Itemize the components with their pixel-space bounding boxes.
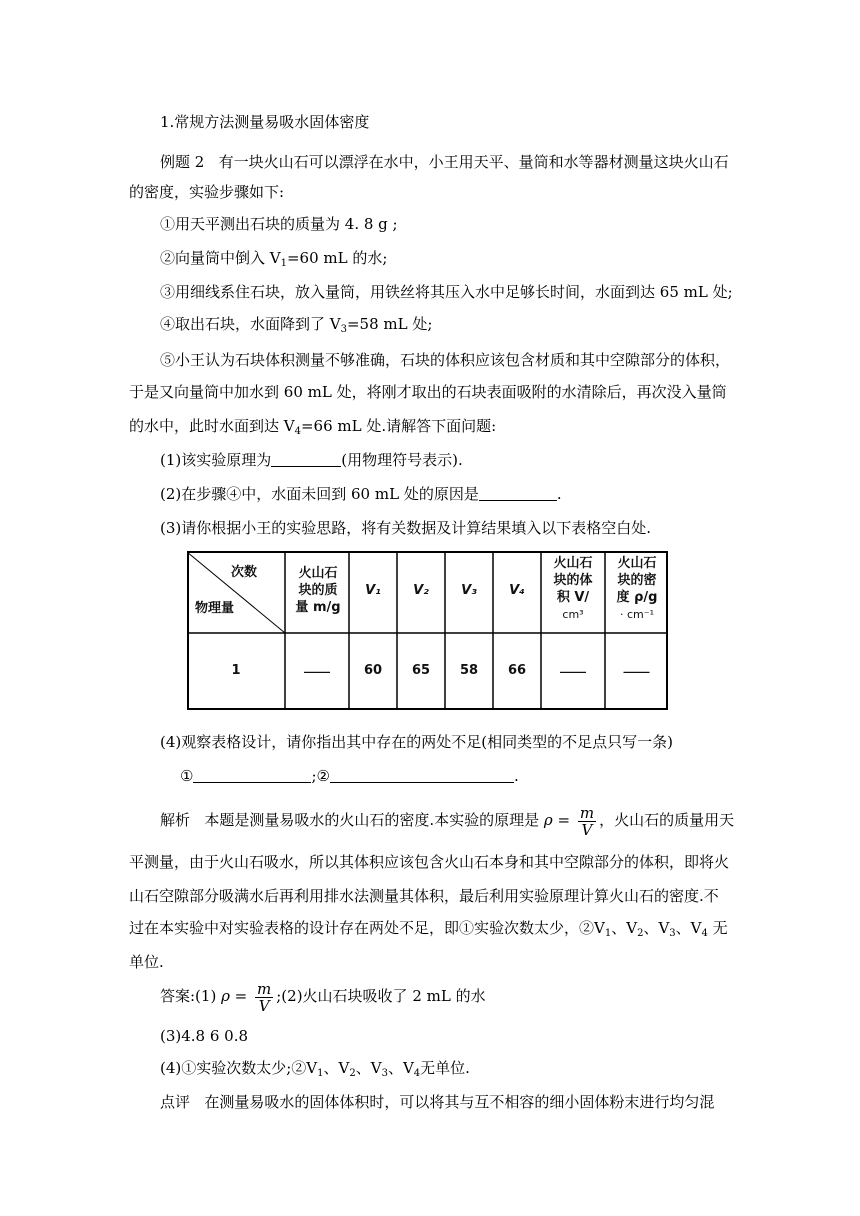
v-subscript: 2	[637, 928, 644, 939]
step-4	[160, 314, 432, 340]
cell-mass: ____	[304, 659, 330, 674]
step-4-text: ④取出石块，水面降到了 V	[160, 315, 341, 333]
fraction-numerator: m	[257, 979, 272, 998]
row-index: 1	[231, 663, 241, 678]
q4-marker-1: ①	[180, 767, 194, 785]
answer-blank	[193, 768, 311, 783]
question-2	[160, 484, 562, 504]
col-v3-header: V₃	[461, 583, 477, 598]
v-subscript: 4	[701, 928, 708, 939]
analysis-text: 本题是测量易吸水的火山石的密度.本实验的原理是	[204, 811, 540, 829]
question-1-text: (1)该实验原理为	[160, 451, 272, 469]
v-subscript: 2	[349, 1068, 356, 1079]
q4-end: .	[513, 767, 519, 785]
question-4-blanks	[180, 766, 519, 786]
formula-fraction	[255, 981, 273, 1014]
col-v4-header: V₄	[509, 583, 525, 598]
analysis-line-2: 平测量，由于火山石吸水，所以其体积应该包含火山石本身和其中空隙部分的体积，即将火	[129, 853, 730, 871]
cell-v1: 60	[363, 663, 383, 678]
col-mass-line: 量 m/g	[295, 600, 341, 615]
step-5-value: =66 mL 处.请解答下面问题:	[300, 417, 497, 435]
formula-fraction	[578, 805, 596, 838]
step-5-text: 的水中，此时水面到达 V	[129, 417, 295, 435]
question-1	[160, 450, 463, 470]
example-text-1: 有一块火山石可以漂浮在水中，小王用天平、量筒和水等器材测量这块火山石	[218, 153, 729, 171]
analysis-line-3: 山石空隙部分吸满水后再利用排水法测量其体积，最后利用实验原理计算火山石的密度.不	[129, 887, 719, 905]
col-density-header	[607, 555, 667, 623]
col-mass-header	[289, 565, 347, 616]
answer-text: ;(2)火山石块吸收了 2 mL 的水	[276, 987, 486, 1005]
data-table	[187, 551, 668, 710]
step-4-sub: 3	[340, 324, 347, 335]
cell-density: ____	[623, 659, 650, 674]
example-label: 例题 2	[160, 153, 205, 171]
rho-symbol: ρ	[221, 987, 230, 1005]
section-title: 1.常规方法测量易吸水固体密度	[160, 113, 370, 131]
question-4: (4)观察表格设计，请你指出其中存在的两处不足(相同类型的不足点只写一条)	[160, 733, 673, 751]
fraction-denominator: V	[255, 997, 273, 1014]
corner-top-label: 次数	[231, 565, 258, 580]
v-subscript: 4	[413, 1068, 421, 1079]
step-4-value: =58 mL 处;	[346, 315, 433, 333]
answer-text: (4)①实验次数太少;②V	[160, 1059, 318, 1077]
question-2-end: .	[556, 485, 562, 503]
example-line-2: 的密度，实验步骤如下:	[129, 183, 285, 201]
cell-v3: 58	[459, 663, 479, 678]
fraction-denominator: V	[578, 821, 596, 838]
step-5-line-1: ⑤小王认为石块体积测量不够准确，石块的体积应该包含材质和其中空隙部分的体积，	[160, 351, 731, 369]
analysis-line-4: 过在本实验中对实验表格的设计存在两处不足，即①实验次数太少，$②V_1$、$V_2$、$V_3$、$V_4$ 无	[129, 919, 728, 939]
example-line-1	[160, 152, 729, 172]
col-volume-line: 块的体	[553, 573, 593, 588]
v-subscript: 3	[669, 928, 676, 939]
analysis-text: 无	[712, 919, 728, 937]
v-subscript: 3	[381, 1068, 388, 1079]
col-density-line: 度 ρ/g	[616, 590, 658, 605]
answer-line-1	[160, 980, 486, 1014]
step-2-value: =60 mL 的水;	[286, 249, 388, 267]
step-2-sub: 1	[280, 258, 287, 269]
col-v2-header: V₂	[413, 583, 429, 598]
step-2-text: ②向量筒中倒入 V	[160, 249, 281, 267]
equals-sign: =	[552, 811, 575, 829]
step-5-line-2: 于是又向量筒中加水到 60 mL 处，将刚才取出的石块表面吸附的水清除后，再次没入量筒	[129, 383, 727, 401]
cell-volume: ____	[560, 659, 586, 674]
analysis-line-5: 单位.	[129, 953, 164, 971]
equals-sign: =	[229, 987, 253, 1005]
col-density-line: · cm⁻¹	[620, 608, 654, 621]
step-3: ③用细线系住石块，放入量筒，用铁丝将其压入水中足够长时间，水面到达 65 mL 处;	[160, 283, 733, 301]
analysis-text: 过在本实验中对实验表格的设计存在两处不足，即①实验次数太少，②V	[129, 919, 605, 937]
fraction-numerator: m	[579, 803, 595, 822]
step-1: ①用天平测出石块的质量为 4. 8 g ;	[160, 215, 398, 233]
question-3: (3)请你根据小王的实验思路，将有关数据及计算结果填入以下表格空白处.	[160, 519, 652, 537]
col-density-line: 块的密	[617, 573, 657, 588]
cell-v2: 65	[411, 663, 431, 678]
answer-label: 答案:(1)	[160, 987, 222, 1005]
col-volume-line: 积 V/	[556, 590, 590, 605]
v-subscript: 1	[317, 1068, 324, 1079]
answer-line-3: (3)4.8 6 0.8	[160, 1027, 249, 1045]
col-volume-header	[543, 555, 603, 623]
v-subscript: 1	[604, 928, 612, 939]
rho-symbol: ρ	[543, 811, 553, 829]
col-v1-header: V₁	[365, 583, 381, 598]
answer-blank	[271, 452, 341, 467]
answer-line-4: (4)①实验次数太少$;②V_1$、$V_2$、$V_3$、$V_4$无单位.	[160, 1059, 470, 1079]
answer-blank	[479, 486, 557, 501]
corner-bottom-label: 物理量	[195, 601, 235, 616]
answer-blank	[330, 768, 514, 783]
step-5-sub: 4	[294, 426, 301, 437]
analysis-line-1	[160, 804, 734, 838]
analysis-text: ，火山石的质量用天	[599, 811, 735, 829]
question-2-text: (2)在步骤④中，水面未回到 60 mL 处的原因是	[160, 485, 479, 503]
col-density-line: 火山石	[617, 556, 657, 571]
comment-text: 在测量易吸水的固体体积时，可以将其与互不相容的细小固体粉末进行均匀混	[204, 1093, 715, 1111]
step-5-line-3	[129, 416, 496, 442]
col-mass-line: 块的质	[298, 583, 338, 598]
step-2	[160, 248, 387, 274]
cell-v4: 66	[507, 663, 527, 678]
analysis-label: 解析	[160, 811, 191, 829]
question-1-hint: (用物理符号表示).	[341, 451, 463, 469]
comment-line	[160, 1092, 714, 1112]
col-volume-line: 火山石	[553, 556, 593, 571]
col-mass-line: 火山石	[298, 566, 338, 581]
col-volume-line: cm³	[562, 608, 584, 621]
answer-text: 无单位.	[420, 1059, 470, 1077]
q4-marker-2: ;②	[311, 767, 330, 785]
comment-label: 点评	[160, 1093, 191, 1111]
